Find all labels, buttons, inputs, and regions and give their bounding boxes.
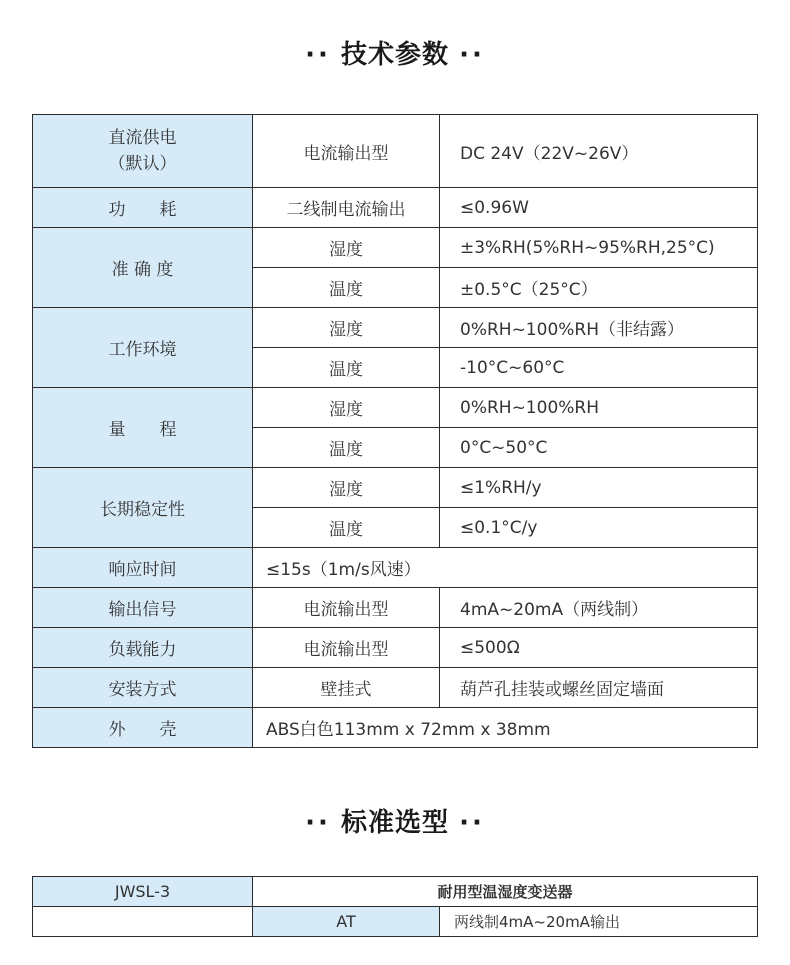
table-row [33, 228, 758, 268]
spec-label-consumption: 功 耗 [33, 188, 253, 228]
selection-model-desc: 耐用型温湿度变送器 [253, 877, 758, 907]
table-row [33, 308, 758, 348]
spec-value-stability-humidity: ≤1%RH/y [440, 468, 758, 508]
spec-type-load: 电流输出型 [253, 628, 440, 668]
spec-value-response: ≤15s（1m/s风速） [253, 548, 758, 588]
spec-sub-temperature: 温度 [253, 348, 440, 388]
spec-value-install: 葫芦孔挂装或螺丝固定墙面 [440, 668, 758, 708]
spec-label-environment: 工作环境 [33, 308, 253, 388]
spec-label-accuracy: 准 确 度 [33, 228, 253, 308]
table-row [33, 388, 758, 428]
spec-value-output: 4mA~20mA（两线制） [440, 588, 758, 628]
table-row [33, 668, 758, 708]
spec-value-accuracy-temperature: ±0.5°C（25°C） [440, 268, 758, 308]
table-row [33, 115, 758, 188]
selection-empty-cell [33, 907, 253, 937]
table-row [33, 188, 758, 228]
selection-table [32, 876, 758, 937]
spec-label-range: 量 程 [33, 388, 253, 468]
spec-sub-temperature: 温度 [253, 428, 440, 468]
spec-sub-temperature: 温度 [253, 508, 440, 548]
spec-value-accuracy-humidity: ±3%RH(5%RH~95%RH,25°C) [440, 228, 758, 268]
spec-label-output: 输出信号 [33, 588, 253, 628]
spec-value-consumption: ≤0.96W [440, 188, 758, 228]
table-row [33, 548, 758, 588]
title-dots-right: ·· [459, 808, 485, 838]
spec-value-stability-temperature: ≤0.1°C/y [440, 508, 758, 548]
spec-value-load: ≤500Ω [440, 628, 758, 668]
spec-label-power-line2: （默认） [108, 154, 177, 174]
selection-option-desc: 两线制4mA~20mA输出 [440, 907, 758, 937]
spec-type-power: 电流输出型 [253, 115, 440, 188]
table-row [33, 877, 758, 907]
spec-label-power [33, 115, 253, 188]
spec-sub-humidity: 湿度 [253, 308, 440, 348]
table-row [33, 907, 758, 937]
title-dots-right: ·· [459, 40, 485, 70]
spec-value-power: DC 24V（22V~26V） [440, 115, 758, 188]
spec-type-output: 电流输出型 [253, 588, 440, 628]
title-text: 技术参数 [340, 40, 449, 70]
spec-sub-temperature: 温度 [253, 268, 440, 308]
spec-label-load: 负载能力 [33, 628, 253, 668]
title-dots-left: ·· [305, 40, 331, 70]
spec-value-range-humidity: 0%RH~100%RH [440, 388, 758, 428]
spec-label-response: 响应时间 [33, 548, 253, 588]
table-row [33, 628, 758, 668]
spec-value-environment-temperature: -10°C~60°C [440, 348, 758, 388]
table-row [33, 708, 758, 748]
spec-label-shell: 外 壳 [33, 708, 253, 748]
title-text: 标准选型 [340, 808, 449, 838]
spec-value-range-temperature: 0°C~50°C [440, 428, 758, 468]
selection-model: JWSL-3 [33, 877, 253, 907]
table-row [33, 588, 758, 628]
spec-label-stability: 长期稳定性 [33, 468, 253, 548]
table-row [33, 468, 758, 508]
spec-sub-humidity: 湿度 [253, 468, 440, 508]
spec-label-power-line1: 直流供电 [108, 128, 177, 148]
spec-type-consumption: 二线制电流输出 [253, 188, 440, 228]
section-title-selection [0, 802, 790, 839]
spec-label-install: 安装方式 [33, 668, 253, 708]
title-dots-left: ·· [305, 808, 331, 838]
selection-option-code: AT [253, 907, 440, 937]
spec-table [32, 114, 758, 748]
spec-sub-humidity: 湿度 [253, 388, 440, 428]
spec-value-environment-humidity: 0%RH~100%RH（非结露） [440, 308, 758, 348]
spec-type-install: 壁挂式 [253, 668, 440, 708]
spec-value-shell: ABS白色113mm x 72mm x 38mm [253, 708, 758, 748]
section-title-tech-params [0, 34, 790, 71]
spec-sub-humidity: 湿度 [253, 228, 440, 268]
